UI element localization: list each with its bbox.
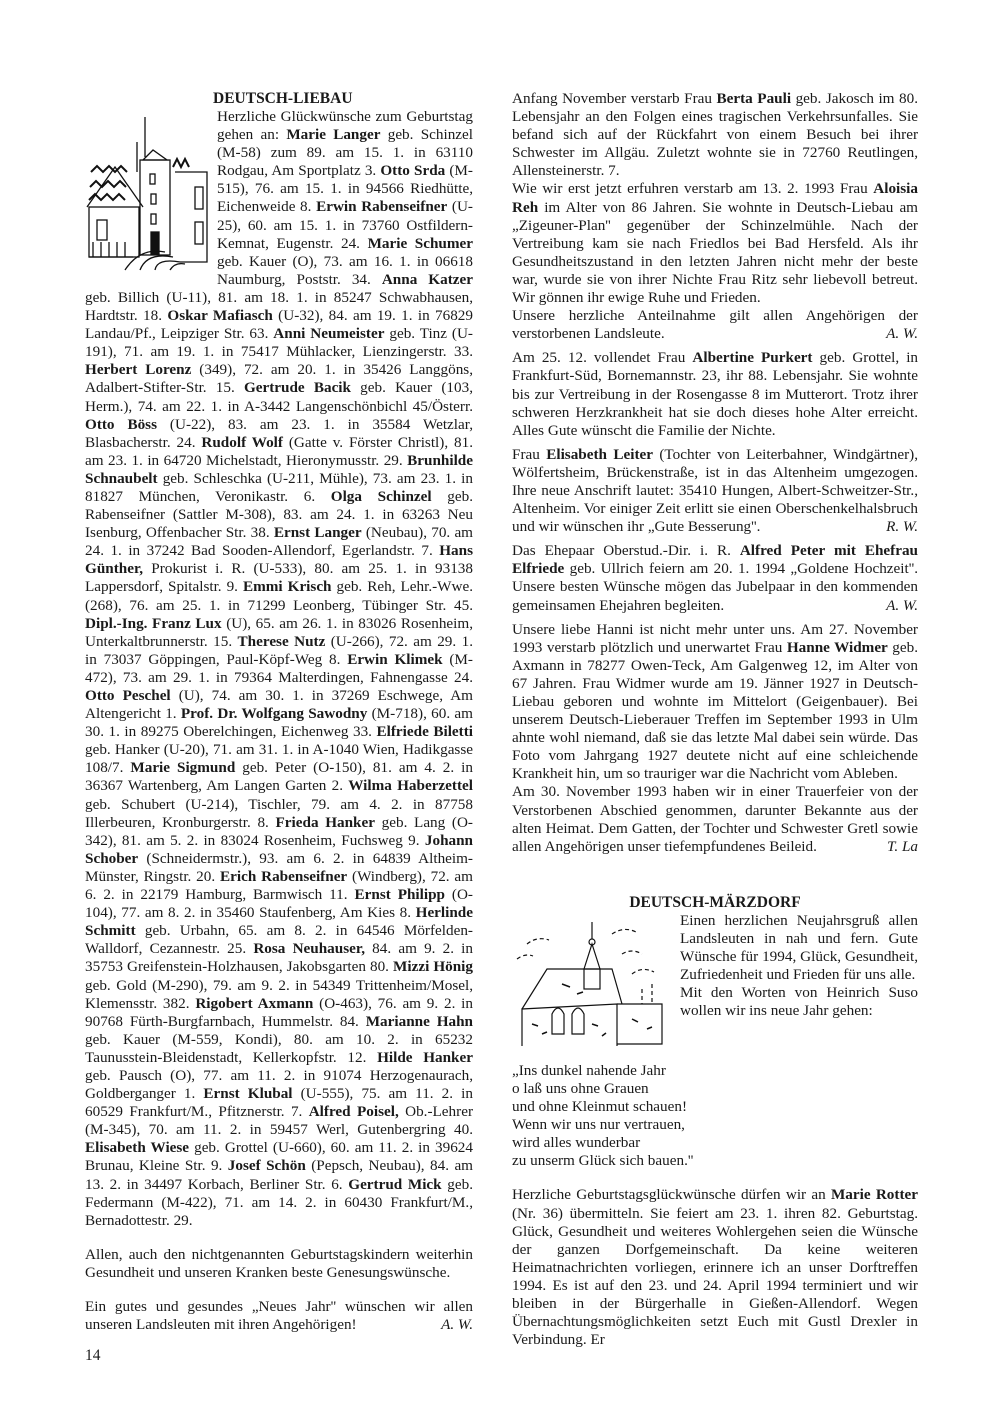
obituary-aloisia-reh — [512, 180, 918, 307]
author-initials: T. La — [887, 837, 918, 855]
poem — [512, 1046, 918, 1171]
page-number: 14 — [85, 1347, 101, 1364]
condolence-note — [512, 307, 918, 343]
text-run: Herzliche Glückwünsche zum Geburtstag gehen an: — [217, 108, 473, 144]
person-name: Marianne Hahn — [365, 1012, 474, 1030]
poem-line: o laß uns ohne Grauen — [512, 1079, 649, 1097]
text-run: (O-104), 77. am 8. 2. in 35460 Staufenberg, Am Kies 8. — [85, 886, 473, 922]
person-name: Ernst Langer — [273, 524, 362, 542]
person-name: Otto Peschel — [85, 687, 171, 704]
text-run: (M-515), 76. am 15. 1. in 94566 Riedhütte, Eichenweide 8. — [217, 162, 473, 216]
person-name: Gertrud Mick — [348, 1175, 442, 1193]
birthday-marie-rotter — [512, 1186, 918, 1349]
text-run: (M-472), 73. am 29. 1. in 79364 Malterdingen, Fahnengasse 24. — [85, 650, 473, 686]
person-name: Alfred Poisel, — [308, 1103, 399, 1121]
poem-line: wird alles wunderbar — [512, 1134, 641, 1152]
person-name: Otto Böss — [85, 415, 157, 433]
text-run: Prokurist i. R. (U-533), 80. am 25. 1. in 93138 Lappersdorf, Spitalstr. 9. — [85, 560, 473, 596]
text-run: Am 30. November 1993 haben wir in einer Trauerfeier von der Verstorbenen Abschied genommen, darunter Bekannte aus der alten Heimat. Dem Gatten, der Tochter und Schwester Gretl sowie allen Angehörigen unser tiefempfundenes Beileid. — [512, 783, 918, 855]
person-name: Hans Günther, — [85, 542, 473, 578]
person-name: Albertine Purkert — [692, 349, 813, 367]
text-run: geb. Federmann (M-422), 71. am 14. 2. in 60430 Frankfurt/M., Bernadottestr. 29. — [85, 1175, 473, 1229]
text-run: Mit den Worten von Heinrich Suso wollen wir ins neue Jahr gehen: — [680, 984, 918, 1020]
text-run: Frau — [512, 445, 547, 463]
golden-wedding-notice — [512, 542, 918, 614]
text-run: geb. Kauer (M-559, Kondi), 80. am 10. 2. in 65232 Taunusstein-Bleidenstadt, Kellerkopfstr. 12. — [85, 1030, 473, 1066]
poem-line: Wenn wir uns nur vertrauen, — [512, 1116, 685, 1134]
person-name: Therese Nutz — [237, 632, 326, 650]
birthday-list — [85, 108, 473, 1230]
text-run: geb. Urbahn, 65. am 8. 2. in 64546 Mörfelden-Walldorf, Cezannestr. 25. — [85, 922, 473, 958]
person-name: Hanne Widmer — [786, 638, 888, 656]
person-name: Otto Srda — [380, 162, 446, 180]
person-name: Anna Katzer — [381, 270, 473, 288]
text-run: geb. Kauer (O), 73. am 16. 1. in 06618 Naumburg, Poststr. 34. — [217, 252, 473, 288]
text-run: geb. Ullrich feiern am 20. 1. 1994 „Goldene Hochzeit''. Unsere besten Wünsche mögen das Jubelpaar in den kommenden gemeinsamen Ehejahren begleiten. — [512, 560, 918, 614]
person-name: Hilde Hanker — [377, 1048, 473, 1066]
left-column — [85, 90, 473, 1334]
text-run: geb. Gold (M-290), 79. am 9. 2. in 54349 Trittenheim/Mosel, Klemensstr. 382. — [85, 976, 473, 1012]
person-name: Frieda Hanker — [275, 813, 375, 831]
person-name: Erich Rabenseifner — [220, 867, 348, 885]
person-name: Rigobert Axmann — [195, 994, 314, 1012]
text-run: (O-463), 76. am 9. 2. in 90768 Fürth-Burgfarnbach, Hummelstr. 84. — [85, 994, 473, 1030]
person-name: Olga Schinzel — [330, 487, 432, 505]
text-run: geb. Jakosch im 80. Lebensjahr an den Folgen eines tragischen Verkehrsunfalles. Sie befand sich auf der Rückfahrt von einem Besuch bei ihrer Schwester im Allgäu. Zuletzt wohnte sie in 72760 Reutlingen, Allensteinerstr. 7. — [512, 90, 918, 180]
person-name: Marie Langer — [286, 126, 381, 144]
memorial-service-note — [512, 783, 918, 855]
text-run: (Nr. 36) übermitteln. Sie feiert am 23. 1. ihren 82. Geburtstag. Glück, Gesundheit und weiteres Wohlergehen seien die Wünsche der ganzen Dorfgemeinschaft. Da keine weiteren Heimatnachrichten vorliegen, erinnere ich an unser Dorftreffen 1994. Es ist auf den 23. und 24. April 1994 terminiert und wir bleiben in der Bürgerhalle in Gießen-Allendorf. Wegen Übernachtungsmöglichkeiten setzt Euch mit Gustl Drexler in Verbindung. Er — [512, 1204, 918, 1349]
person-name: Josef Schön — [227, 1157, 306, 1175]
text-run: Wie wir erst jetzt erfuhren verstarb am 13. 2. 1993 Frau — [512, 180, 874, 198]
text-run: (Schneidermstr.), 93. am 6. 2. in 64839 Altheim-Münster, Ringstr. 20. — [85, 849, 473, 885]
text-run: (Pepsch, Neubau), 84. am 13. 2. in 34497 Korbach, Berliner Str. 6. — [85, 1157, 473, 1193]
poem-line: und ohne Kleinmut schauen! — [512, 1098, 688, 1116]
text-run: Das Ehepaar Oberstud.-Dir. i. R. — [512, 542, 740, 560]
text-run: geb. Billich (U-11), 81. am 18. 1. in 85247 Schwabhausen, Hardtstr. 18. — [85, 288, 473, 325]
author-initials: A. W. — [886, 325, 918, 343]
text-run: geb. Hanker (U-20), 71. am 31. 1. in A-1040 Wien, Hadikgasse 108/7. — [85, 741, 473, 777]
poem-line: „Ins dunkel nahende Jahr — [512, 1061, 666, 1079]
author-initials: A. W. — [886, 596, 918, 614]
obituary-hanne-widmer — [512, 621, 918, 784]
text-run: (U-555), 75. am 11. 2. in 60529 Frankfurt/M., Pfitznerstr. 7. — [85, 1085, 473, 1121]
text-run: geb. Axmann in 78277 Owen-Teck, Am Galgenweg 12, im Alter von 67 Jahren. Frau Widmer wurde am 19. Jänner 1927 in Deutsch-Liebau geboren und wohnte im Mittelort (Geigenbauer). Bei unserem Deutsch-Lieberauer Treffen im September 1993 in Ulm ahnte wohl niemand, daß sie das letzte Mal dabei sein würde. Das Foto vom Jahrgang 1927 deutete nicht auf eine schleichende Krankheit hin, um so trauriger war die Nachricht vom Ableben. — [512, 638, 919, 783]
person-name: Mizzi Hönig — [393, 958, 473, 976]
birthday-albertine-purkert — [512, 349, 918, 439]
text-run: Am 25. 12. vollendet Frau — [512, 349, 693, 367]
person-name: Wilma Haberzettel — [348, 777, 473, 795]
text-run: geb. Rabenseifner (Sattler M-308), 83. am 24. 1. in 63263 Neu Isenburg, Offenbacher Str. 38. — [85, 487, 473, 542]
text-run: (U), 74. am 30. 1. in 37269 Eschwege, Am Altengericht 1. — [85, 687, 473, 723]
poem-line: zu unserm Glück sich bauen.'' — [512, 1152, 694, 1170]
person-name: Erwin Rabenseifner — [316, 198, 448, 216]
text-run: geb. Peter (O-150), 81. am 4. 2. in 36367 Wartenberg, Am Langen Garten 2. — [85, 759, 473, 795]
text-run: geb. Kauer (103, Herm.), 74. am 22. 1. in A-3442 Langenschönbichl 45/Österr. — [85, 379, 473, 415]
church-tower-illustration — [85, 112, 211, 272]
person-name: Aloisia Reh — [512, 180, 918, 216]
person-name: Ernst Philipp — [354, 886, 445, 904]
person-name: Rudolf Wolf — [201, 433, 283, 451]
person-name: Brunhilde Schnaubelt — [85, 451, 473, 487]
text-run: geb. Lang (O-342), 81. am 5. 2. in 83024 Rosenheim, Fuchsweg 9. — [85, 813, 473, 849]
text-run: im Alter von 86 Jahren. Sie wohnte in Deutsch-Liebau am „Zigeuner-Plan'' gegenüber der Schinzelmühle. Nach der Vertreibung kam sie nach Friedlos bei Bad Hersfeld. Als ihr Gesundheitszustand in den letzten Jahren nicht mehr der beste war, wurde sie von ihrer Nichte Frau Ritz sehr liebevoll betreut. Wir gönnen ihr ewige Ruhe und Frieden. — [512, 198, 918, 307]
obituary-berta-pauli — [512, 90, 918, 180]
notice-elisabeth-leiter — [512, 446, 918, 536]
author-initials: A. W. — [441, 1316, 473, 1334]
person-name: Elisabeth Wiese — [85, 1139, 190, 1157]
person-name: Ernst Klubal — [203, 1085, 293, 1103]
text-run: (U), 65. am 26. 1. in 83026 Rosenheim, Unterkaltbrunnerstr. 15. — [85, 614, 473, 650]
text-run: Unsere liebe Hanni ist nicht mehr unter uns. Am 27. November 1993 verstarb plötzlich und unerwartet Frau — [512, 620, 918, 656]
get-well-wishes — [85, 1246, 473, 1282]
text-run: (Windberg), 72. am 6. 2. in 22179 Hamburg, Barmwisch 11. — [85, 867, 473, 904]
person-name: Alfred Peter mit Ehefrau Elfriede — [512, 542, 918, 578]
person-name: Marie Rotter — [830, 1186, 918, 1204]
section-deutsch-maerzdorf — [512, 894, 918, 1349]
text-run: (349), 72. am 20. 1. in 35426 Langgöns, Adalbert-Stifter-Str. 15. — [85, 361, 473, 397]
person-name: Elfriede Biletti — [376, 723, 473, 741]
text-run: (U-32), 84. am 19. 1. in 76829 Landau/Pf., Leipziger Str. 63. — [85, 307, 473, 343]
text-run: (U-266), 72. am 29. 1. in 73037 Göppingen, Paul-Köpf-Weg 8. — [85, 632, 473, 668]
person-name: Herbert Lorenz — [85, 361, 192, 379]
text-run: geb. Reh, Lehr.-Wwe. (268), 76. am 25. 1. in 71299 Leonberg, Tübinger Str. 45. — [85, 578, 474, 614]
person-name: Elisabeth Leiter — [546, 445, 653, 463]
person-name: Anni Neumeister — [273, 325, 385, 343]
text-run: 84. am 9. 2. in 35753 Greifenstein-Holzhausen, Jakobsgarten 80. — [85, 940, 473, 976]
author-initials: R. W. — [886, 518, 918, 536]
person-name: Gertrude Bacik — [243, 379, 351, 397]
person-name: Johann Schober — [85, 831, 473, 867]
text-run: (U-22), 83. am 23. 1. in 35584 Wetzlar, Blasbacherstr. 24. — [85, 415, 473, 451]
person-name: Marie Schumer — [367, 234, 473, 252]
text-run: geb. Grottel, in Frankfurt-Süd, Bornemannstr. 23, ihr 88. Lebensjahr. Sie wohnte bis zur Vertreibung in der Rosengasse 8 im Mutterort. Trotz ihrer schweren Herzkrankheit hat sie doch dieses hohe Alter erreicht. Alles Gute wünscht die Familie der Nichte. — [512, 349, 919, 439]
person-name: Rosa Neuhauser, — [253, 940, 366, 958]
text-run: (M-718), 60. am 30. 1. in 89275 Oberelchingen, Eichenweg 33. — [85, 705, 473, 741]
text-run: (Tochter von Leiterbahner, Windgärtner), Wölfertsheim, Brückenstraße, ist in das Altenheim umgezogen. Ihre neue Anschrift lautet: 35410 Hungen, Albert-Schweitzer-Str., Altenheim. Vor einiger Zeit erlitt sie einen Oberschenkelhalsbruch und wir wünschen ihr „Gute Besserung''. — [512, 445, 918, 536]
person-name: Emmi Krisch — [242, 578, 332, 596]
section-heading-deutsch-liebau: DEUTSCH-LIEBAU — [213, 90, 353, 107]
text-run: geb. Schubert (U-214), Tischler, 79. am 4. 2. in 87758 Illerbeuren, Kronburgerstr. 8. — [85, 795, 473, 831]
text-run: Einen herzlichen Neujahrsgruß allen Landsleuten in nah und fern. Gute Wünsche für 1994, Glück, Gesundheit, Zufriedenheit und Frieden für uns alle. — [680, 911, 918, 984]
person-name: Prof. Dr. Wolfgang Sawodny — [180, 705, 368, 723]
right-column — [512, 90, 918, 1349]
new-year-greeting — [85, 1298, 473, 1334]
text-run: Herzliche Geburtstagsglückwünsche dürfen wir an — [512, 1186, 831, 1204]
person-name: Marie Sigmund — [130, 759, 236, 777]
text-run: geb. Tinz (U-191), 71. am 19. 1. in 75417 Mühlacker, Lienzingerstr. 33. — [85, 325, 473, 361]
text-run: geb. Schleschka (U-211, Mühle), 73. am 23. 1. in 81827 München, Veronikastr. 6. — [85, 469, 473, 505]
text-run: (Gatte v. Förster Christl), 81. am 23. 1. in 64720 Michelstadt, Hieronymusstr. 29. — [85, 433, 473, 469]
section-heading-deutsch-maerzdorf: DEUTSCH-MÄRZDORF — [629, 893, 801, 911]
text-run: Allen, auch den nichtgenannten Geburtstagskindern weiterhin Gesundheit und unseren Kranken beste Genesungswünsche. — [85, 1245, 473, 1281]
text-run: geb. Pausch (O), 77. am 11. 2. in 91074 Herzogenaurach, Goldberganger 1. — [85, 1066, 473, 1103]
person-name: Berta Pauli — [716, 90, 792, 107]
person-name: Herlinde Schmitt — [85, 904, 473, 940]
text-run: geb. Grottel (U-660), 60. am 11. 2. in 39624 Brunau, Kleine Str. 9. — [85, 1139, 473, 1175]
text-run: Anfang November verstarb Frau — [512, 90, 717, 107]
chapel-illustration — [512, 914, 674, 1046]
text-run: Ein gutes und gesundes „Neues Jahr'' wünschen wir allen unseren Landsleuten mit ihren Angehörigen! — [85, 1298, 473, 1334]
person-name: Oskar Mafiasch — [167, 307, 273, 325]
text-run: geb. Schinzel (M-58) zum 89. am 15. 1. in 63110 Rodgau, Am Sportplatz 3. — [217, 126, 473, 180]
text-run: (U-25), 60. am 15. 1. in 73760 Ostfildern-Kemnat, Eugenstr. 24. — [217, 198, 473, 252]
text-run: Ob.-Lehrer (M-345), 70. am 11. 2. in 59457 Werl, Gutenbergring 40. — [85, 1103, 473, 1139]
person-name: Erwin Klimek — [347, 650, 443, 668]
person-name: Dipl.-Ing. Franz Lux — [85, 614, 222, 632]
text-run: (Neubau), 70. am 24. 1. in 37242 Bad Sooden-Allendorf, Egerlandstr. 7. — [85, 524, 473, 560]
text-run: Unsere herzliche Anteilnahme gilt allen Angehörigen der verstorbenen Landsleute. — [512, 307, 918, 343]
